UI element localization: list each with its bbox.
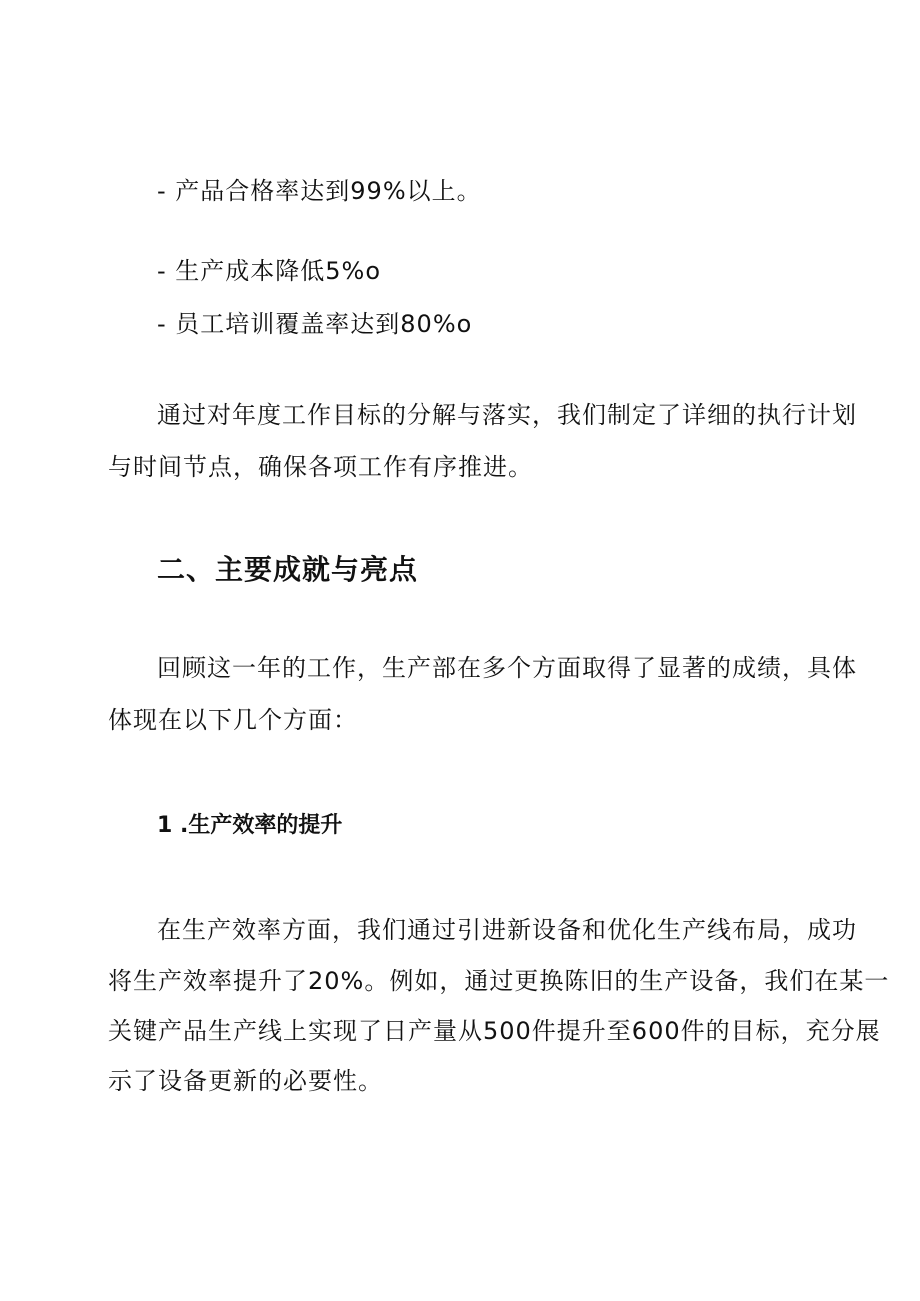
paragraph-review-line-2: 体现在以下几个方面： xyxy=(108,706,358,734)
section-heading-achievements: 二、主要成就与亮点 xyxy=(157,553,419,586)
paragraph-efficiency-line-2: 将生产效率提升了20%。例如，通过更换陈旧的生产设备，我们在某一 xyxy=(108,967,890,995)
bullet-pass-rate: - 产品合格率达到99%以上。 xyxy=(157,177,482,205)
paragraph-efficiency-line-1: 在生产效率方面，我们通过引进新设备和优化生产线布局，成功 xyxy=(157,916,857,944)
paragraph-efficiency-line-3: 关键产品生产线上实现了日产量从500件提升至600件的目标，充分展 xyxy=(108,1017,881,1045)
paragraph-goals-line-2: 与时间节点，确保各项工作有序推进。 xyxy=(108,453,533,481)
paragraph-goals-line-1: 通过对年度工作目标的分解与落实，我们制定了详细的执行计划 xyxy=(157,401,857,429)
paragraph-efficiency-line-4: 示了设备更新的必要性。 xyxy=(108,1067,383,1095)
paragraph-review-line-1: 回顾这一年的工作，生产部在多个方面取得了显著的成绩，具体 xyxy=(157,654,857,682)
subheading-efficiency: 1 .生产效率的提升 xyxy=(157,813,343,838)
bullet-cost-reduction: - 生产成本降低5%o xyxy=(157,257,382,285)
bullet-training-coverage: - 员工培训覆盖率达到80%o xyxy=(157,310,473,338)
